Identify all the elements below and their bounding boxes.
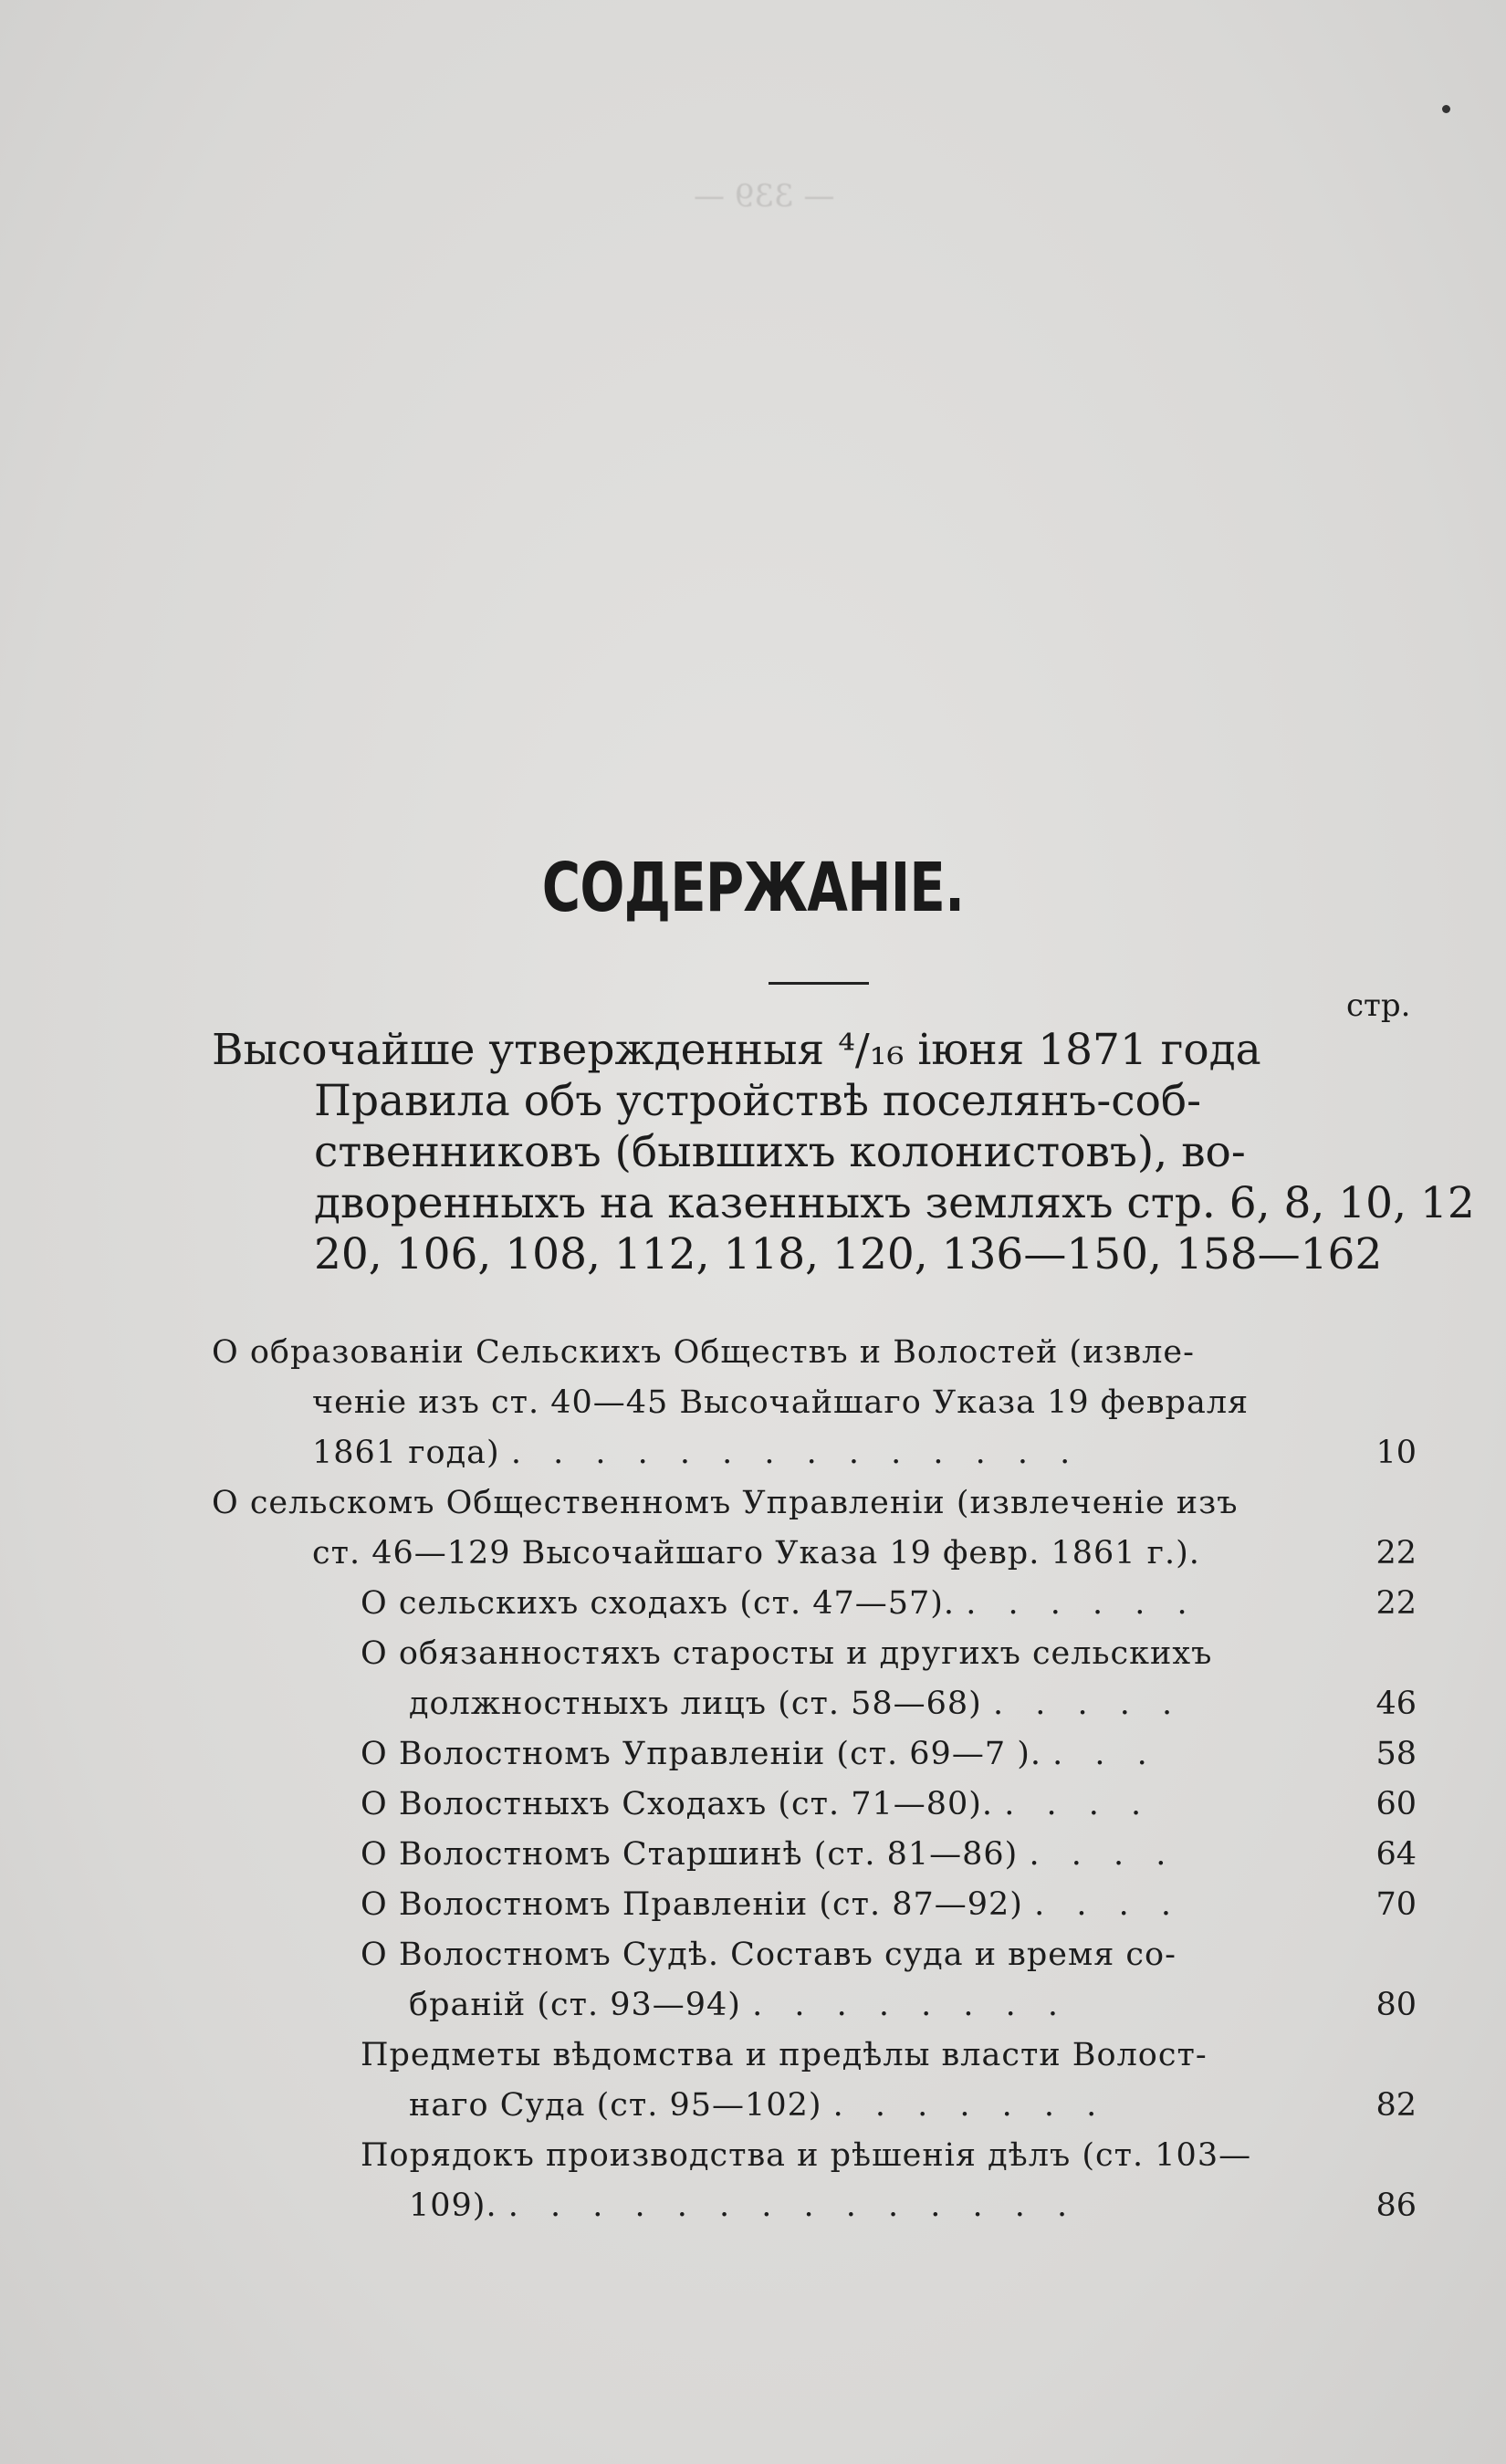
toc-entry-line: О Волостномъ Старшинѣ (ст. 81—86) . . . . <box>361 1836 1177 1873</box>
leader-dots: . . . . <box>1034 1886 1182 1923</box>
leader-dots: . . . <box>1052 1736 1158 1772</box>
toc-page-number: 70 <box>1375 1886 1417 1923</box>
leader-dots: . . . . . . . . . . . . . . <box>510 1435 1082 1471</box>
toc-page-number: 46 <box>1375 1686 1417 1722</box>
toc-page-number: 22 <box>1375 1535 1417 1571</box>
leader-dots: . . . . <box>1029 1836 1177 1873</box>
leader-dots: . . . . . <box>992 1686 1184 1722</box>
toc-entry-line: должностныхъ лицъ (ст. 58—68) . . . . . <box>409 1686 1184 1722</box>
toc-page-number: 64 <box>1375 1836 1417 1873</box>
toc-page-number: 80 <box>1375 1987 1417 2023</box>
toc-entry-line: О сельскихъ сходахъ (ст. 47—57). . . . . . . <box>361 1585 1198 1622</box>
toc-entry-line: О Волостномъ Судѣ. Составъ суда и время со- <box>361 1937 1177 1973</box>
toc-page-number: 82 <box>1375 2087 1417 2124</box>
toc-entry-line: Порядокъ производства и рѣшенія дѣлъ (ст. 103— <box>361 2137 1252 2174</box>
toc-entry-line: О Волостномъ Управленіи (ст. 69—7 ). . . . <box>361 1736 1158 1772</box>
main-entry <box>212 1025 1475 1280</box>
main-entry-line: Правила объ устройствѣ поселянъ-соб- <box>314 1076 1202 1126</box>
toc-entry-line: О Волостныхъ Сходахъ (ст. 71—80). . . . . <box>361 1786 1153 1822</box>
main-entry-line: дворенныхъ на казенныхъ земляхъ стр. 6, 8, 10, 12 <box>314 1178 1475 1228</box>
main-entry-line: ственниковъ (бывшихъ колонистовъ), во- <box>314 1127 1246 1177</box>
main-entry-line: 20, 106, 108, 112, 118, 120, 136—150, 158—162 <box>314 1229 1383 1279</box>
toc-page-number: 22 <box>1375 1585 1417 1622</box>
toc-entry-line: О образованіи Сельскихъ Обществъ и Волостей (извле- <box>212 1334 1195 1371</box>
page-column-header: стр. <box>1346 987 1411 1024</box>
toc-page-number: 60 <box>1375 1786 1417 1822</box>
toc-entry-line: браній (ст. 93—94) . . . . . . . . <box>409 1987 1069 2023</box>
toc-entry-line: 109). . . . . . . . . . . . . . . <box>409 2187 1079 2224</box>
toc-entry-line: О обязанностяхъ старосты и другихъ сельскихъ <box>361 1635 1213 1672</box>
toc-entry-line: Предметы вѣдомства и предѣлы власти Волост- <box>361 2037 1208 2073</box>
toc-entry-line: ст. 46—129 Высочайшаго Указа 19 февр. 1861 г.). <box>312 1535 1200 1571</box>
main-entry-line: Высочайше утвержденныя ⁴/₁₆ іюня 1871 года <box>212 1025 1261 1075</box>
toc-entry-line: О сельскомъ Общественномъ Управленіи (извлеченіе изъ <box>212 1485 1239 1521</box>
toc-page-number: 58 <box>1375 1736 1417 1772</box>
leader-dots: . . . . . . . <box>832 2087 1108 2124</box>
contents-title: СОДЕРЖАНІЕ. <box>541 849 965 927</box>
toc-page-number: 10 <box>1375 1435 1417 1471</box>
toc-page-number: 86 <box>1375 2187 1417 2224</box>
leader-dots: . . . . . . <box>966 1585 1198 1622</box>
toc-entry-line: ченіе изъ ст. 40—45 Высочайшаго Указа 19 февраля <box>312 1384 1250 1421</box>
leader-dots: . . . . . . . . <box>752 1987 1069 2023</box>
leader-dots: . . . . <box>1004 1786 1153 1822</box>
toc-entry-line: О Волостномъ Правленіи (ст. 87—92) . . . . <box>361 1886 1182 1923</box>
ink-spot <box>1442 105 1450 113</box>
title-rule <box>769 982 869 985</box>
toc-entry-line: 1861 года) . . . . . . . . . . . . . . <box>312 1435 1082 1471</box>
bleed-through-page-number: — 339 — <box>694 178 835 214</box>
toc-entry-line: наго Суда (ст. 95—102) . . . . . . . <box>409 2087 1108 2124</box>
leader-dots: . . . . . . . . . . . . . . <box>507 2187 1079 2224</box>
